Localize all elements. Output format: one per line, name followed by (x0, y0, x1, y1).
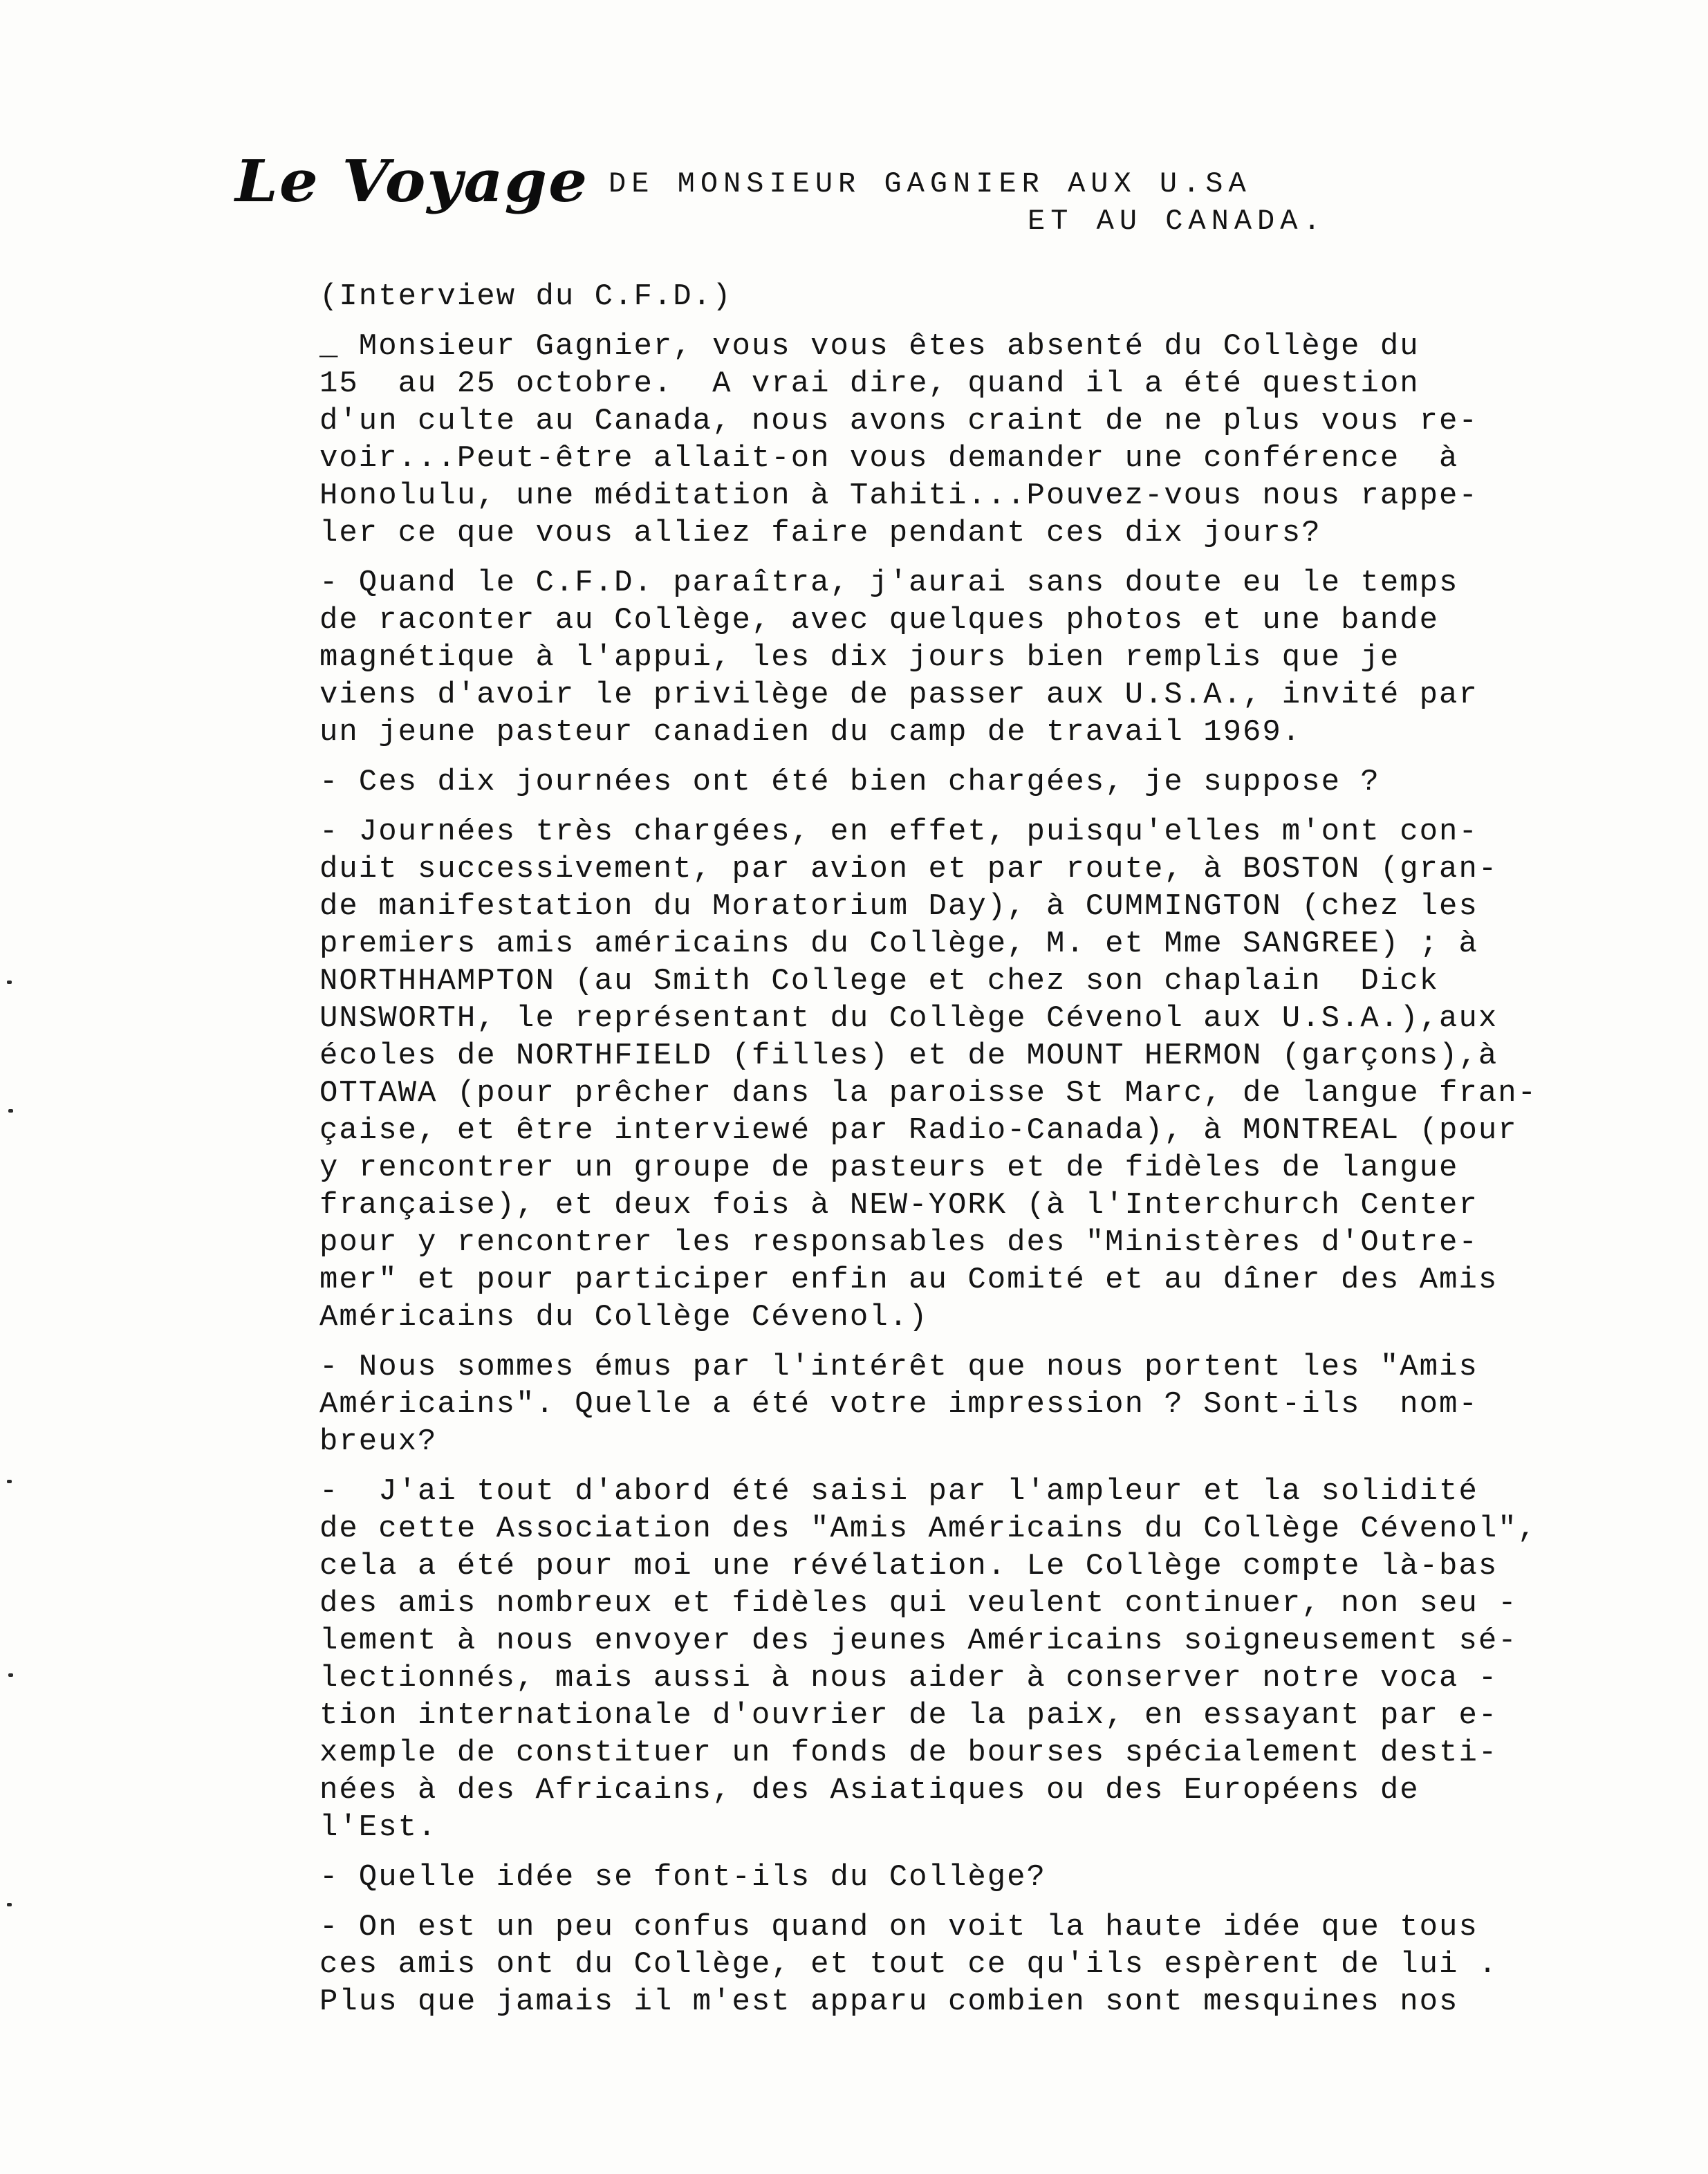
binder-mark (7, 1480, 12, 1483)
text-line: Américains". Quelle a été votre impression ? Sont-ils nom- (319, 1387, 1478, 1422)
text-line: NORTHHAMPTON (au Smith College et chez son chaplain Dick (319, 964, 1440, 998)
text-line: l'Est. (319, 1810, 438, 1845)
text-line: OTTAWA (pour prêcher dans la paroisse St Marc, de langue fran- (319, 1076, 1538, 1111)
text-line: - Ces dix journées ont été bien chargées, je suppose ? (319, 765, 1380, 799)
text-line: duit successivement, par avion et par route, à BOSTON (gran- (319, 852, 1498, 886)
text-line: 15 au 25 octobre. A vrai dire, quand il a été question (319, 366, 1420, 401)
text-line: d'un culte au Canada, nous avons craint de ne plus vous re- (319, 404, 1478, 438)
text-line: viens d'avoir le privilège de passer aux U.S.A., invité par (319, 678, 1478, 712)
text-line: premiers amis américains du Collège, M. et Mme SANGREE) ; à (319, 927, 1478, 961)
text-line: de raconter au Collège, avec quelques photos et une bande (319, 603, 1440, 638)
text-line: Honolulu, une méditation à Tahiti...Pouvez-vous nous rappe- (319, 479, 1478, 513)
binder-mark (7, 981, 12, 984)
paragraph (319, 1348, 1619, 1460)
text-line: écoles de NORTHFIELD (filles) et de MOUNT HERMON (garçons),à (319, 1039, 1498, 1073)
paragraph (319, 1473, 1619, 1846)
text-line: UNSWORTH, le représentant du Collège Cévenol aux U.S.A.),aux (319, 1001, 1498, 1036)
heading-gothic-title: Le Voyage (235, 147, 589, 215)
text-line: - Quand le C.F.D. paraîtra, j'aurai sans doute eu le temps (319, 566, 1459, 600)
text-line: xemple de constituer un fonds de bourses spécialement desti- (319, 1736, 1498, 1770)
text-line: - On est un peu confus quand on voit la haute idée que tous (319, 1910, 1478, 1944)
paragraph (319, 328, 1619, 552)
text-line: - Journées très chargées, en effet, puisqu'elles m'ont con- (319, 815, 1478, 849)
paragraph (319, 1859, 1619, 1896)
text-line: un jeune pasteur canadien du camp de travail 1969. (319, 715, 1302, 750)
paragraph (319, 763, 1619, 801)
text-line: tion internationale d'ouvrier de la paix, en essayant par e- (319, 1698, 1498, 1733)
heading-line-1: DE MONSIEUR GAGNIER AUX U.SA (609, 167, 1252, 201)
binder-mark (8, 1673, 13, 1677)
text-line: pour y rencontrer les responsables des "Ministères d'Outre- (319, 1225, 1478, 1260)
text-line: y rencontrer un groupe de pasteurs et de fidèles de langue (319, 1151, 1459, 1185)
text-line: - Nous sommes émus par l'intérêt que nous portent les "Amis (319, 1350, 1478, 1384)
paragraphs-container (319, 328, 1619, 2020)
text-line: mer" et pour participer enfin au Comité et au dîner des Amis (319, 1263, 1498, 1297)
text-line: de cette Association des "Amis Américains du Collège Cévenol", (319, 1512, 1538, 1546)
paragraph (319, 1908, 1619, 2020)
text-line: nées à des Africains, des Asiatiques ou des Européens de (319, 1773, 1420, 1808)
paragraph (319, 564, 1619, 751)
text-line: ces amis ont du Collège, et tout ce qu'ils espèrent de lui . (319, 1947, 1498, 1982)
text-line: des amis nombreux et fidèles qui veulent continuer, non seu - (319, 1586, 1518, 1621)
paragraph (319, 813, 1619, 1336)
text-line: - Quelle idée se font-ils du Collège? (319, 1860, 1046, 1895)
text-line: lectionnés, mais aussi à nous aider à conserver notre voca - (319, 1661, 1498, 1695)
text-line: Plus que jamais il m'est apparu combien sont mesquines nos (319, 1985, 1459, 2019)
text-line: française), et deux fois à NEW-YORK (à l'Interchurch Center (319, 1188, 1478, 1223)
text-line: _ Monsieur Gagnier, vous vous êtes absenté du Collège du (319, 329, 1420, 364)
text-line: çaise, et être interviewé par Radio-Canada), à MONTREAL (pour (319, 1113, 1518, 1148)
document-body (319, 278, 1619, 2033)
text-line: Américains du Collège Cévenol.) (319, 1300, 929, 1335)
text-line: ler ce que vous alliez faire pendant ces dix jours? (319, 516, 1321, 550)
text-line: - J'ai tout d'abord été saisi par l'ampleur et la solidité (319, 1474, 1478, 1509)
text-line: cela a été pour moi une révélation. Le Collège compte là-bas (319, 1549, 1498, 1583)
binder-mark (7, 1903, 12, 1906)
text-line: de manifestation du Moratorium Day), à CUMMINGTON (chez les (319, 889, 1478, 924)
text-line: magnétique à l'appui, les dix jours bien remplis que je (319, 640, 1400, 675)
text-line: breux? (319, 1424, 438, 1459)
text-line: voir...Peut-être allait-on vous demander une conférence à (319, 441, 1459, 476)
binder-mark (8, 1109, 13, 1113)
heading-line-2: ET AU CANADA. (1028, 205, 1326, 238)
interview-subtitle: (Interview du C.F.D.) (319, 279, 732, 314)
text-line: lement à nous envoyer des jeunes Américains soigneusement sé- (319, 1624, 1518, 1658)
